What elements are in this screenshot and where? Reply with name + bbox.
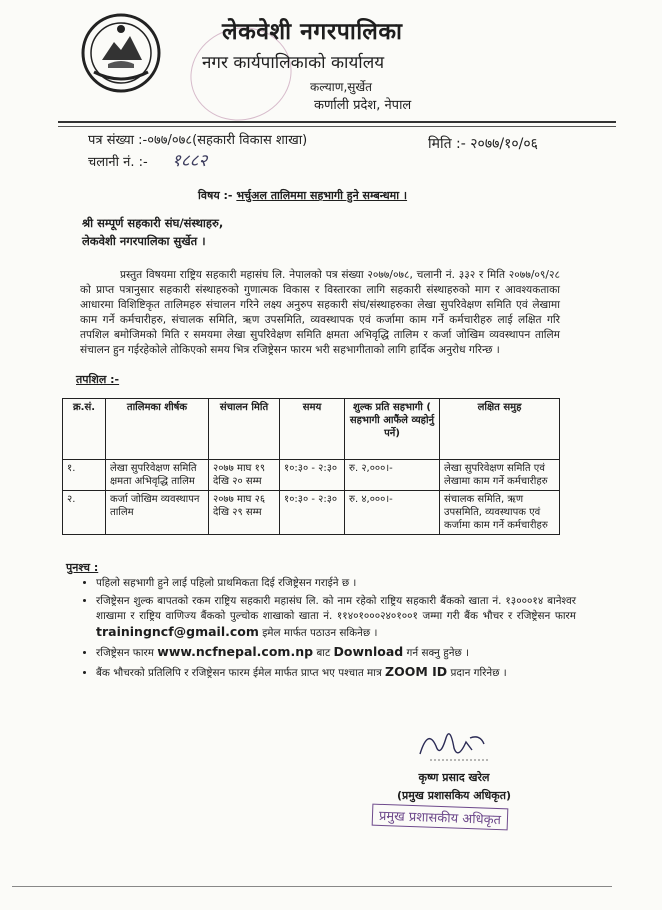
signatory-name: कृष्ण प्रसाद खरेल bbox=[418, 771, 490, 784]
office-name: नगर कार्यपालिकाको कार्यालय bbox=[202, 53, 385, 73]
municipality-title: लेकवेशी नगरपालिका bbox=[222, 19, 403, 45]
note-1-text: पहिलो सहभागी हुने लाई पहिलो प्राथमिकता दिई रजिष्ट्रेसन गराईने छ । bbox=[96, 577, 357, 589]
postscript-list bbox=[82, 576, 576, 684]
table-row bbox=[63, 460, 560, 491]
column-header: लक्षित समुह bbox=[440, 399, 560, 460]
table-header-row bbox=[63, 399, 560, 460]
designation-stamp: प्रमुख प्रशासकीय अधिकृत bbox=[372, 804, 509, 831]
page-bottom-line bbox=[12, 886, 612, 887]
website-url: www.ncfnepal.com.np bbox=[157, 644, 314, 659]
header-divider bbox=[58, 121, 616, 123]
table-cell: २०७७ माघ २६ देखि २९ सम्म bbox=[209, 491, 280, 535]
training-schedule-table bbox=[62, 398, 560, 535]
reference-number: पत्र संख्या :-०७७/०७८(सहकारी विकास शाखा) bbox=[88, 133, 308, 148]
table-cell: २. bbox=[63, 491, 106, 535]
table-cell: लेखा सुपरिवेक्षण समिति क्षमता अभिवृद्धि तालिम bbox=[106, 460, 209, 491]
subject-label: विषय :- bbox=[198, 189, 233, 202]
handwritten-signature-icon bbox=[410, 724, 500, 764]
nepal-emblem-icon bbox=[80, 12, 162, 94]
header-divider-thin bbox=[58, 126, 616, 127]
addressee-line-2: लेकवेशी नगरपालिका सुर्खेत । bbox=[82, 234, 206, 248]
list-item bbox=[96, 664, 576, 681]
note-3-pre: रजिष्ट्रेसन फारम bbox=[96, 647, 154, 659]
postscript-label: पुनश्च : bbox=[66, 561, 99, 574]
table-cell: रु. २,०००।- bbox=[345, 460, 440, 491]
note-4-tail: प्रदान गरिनेछ । bbox=[450, 667, 507, 679]
email-address: trainingncf@gmail.com bbox=[96, 624, 259, 639]
addressee-line-1: श्री सम्पूर्ण सहकारी संघ/संस्थाहरु, bbox=[82, 216, 224, 230]
body-paragraph: प्रस्तुत विषयमा राष्ट्रिय सहकारी महासंघ लि. नेपालको पत्र संख्या २०७७/०७८, चलानी नं. ३३२ र मिति २०७७/०९/२८ को प्राप्त पत्रानुसार सहकारी संस्थाहरुको गुणात्मक विकास र विस्तारका लागि सहकारी संस्थाहरुको माग र आवश्यकताका आधारमा विशिष्टिकृत तालिमहरु संचालन गरिने लक्ष्य अनुरुप सहकारी संघ/संस्थाहरुका लेखा सुपरिवेक्षण समिति एवं लेखामा काम गर्ने कर्मचारीहरु, संचालक समिति, ऋण उपसमिति, व्यवस्थापक एवं कर्जामा काम गर्ने कर्मचारीहरु लाई लक्षित गरि तपशिल बमोजिमको मिति र समयमा लेखा सुपरिवेक्षण समिति क्षमता अभिवृद्धि तालिम र कर्जा जोखिम व्यवस्थापन तालिम संचालन हुन गईरहेकोले तोकिएको समय भित्र रजिष्ट्रेसन फारम भरी सहभागीताको लागि हार्दिक अनुरोध गरिन्छ । bbox=[80, 269, 560, 356]
table-cell: कर्जा जोखिम व्यवस्थापन तालिम bbox=[106, 491, 209, 535]
download-word: Download bbox=[333, 644, 404, 659]
table-cell: २०७७ माघ १९ देखि २० सम्म bbox=[209, 460, 280, 491]
table-cell: रु. ४,०००।- bbox=[345, 491, 440, 535]
address-line-1: कल्याण,सुर्खेत bbox=[310, 80, 373, 94]
dispatch-label: चलानी नं. :- bbox=[88, 155, 148, 170]
subject-text: भर्चुअल तालिममा सहभागी हुने सम्बन्धमा । bbox=[236, 189, 408, 202]
note-2-tail: इमेल मार्फत पठाउन सकिनेछ । bbox=[262, 627, 378, 639]
dispatch-number-handwritten: १८८२ bbox=[172, 151, 208, 171]
column-header: तालिमका शीर्षक bbox=[106, 399, 209, 460]
table-cell: १. bbox=[63, 460, 106, 491]
table-cell: १०:३० - २:३० bbox=[280, 491, 345, 535]
table-row bbox=[63, 491, 560, 535]
note-2-text: रजिष्ट्रेसन शुल्क बापतको रकम राष्ट्रिय सहकारी महासंघ लि. को नाम रहेको राष्ट्रिय सहकारी बैंकको खाता नं. १३०००१४ बानेश्वर शाखामा र राष्ट्रिय वाणिज्य बैंकको पुल्चोक शाखाको खाता नं. ११४०१०००२४०१००१ जम्मा गरी बैंक भौचर र रजिष्ट्रेसन फारम bbox=[96, 595, 576, 622]
letter-date: मिति :- २०७७/१०/०६ bbox=[428, 136, 538, 152]
addressee bbox=[82, 214, 223, 250]
list-item bbox=[96, 644, 576, 661]
subject-line bbox=[198, 188, 407, 203]
table-cell: लेखा सुपरिवेक्षण समिति एवं लेखामा काम गर्ने कर्मचारीहरु bbox=[440, 460, 560, 491]
note-3-mid: बाट bbox=[316, 647, 331, 659]
note-4-pre: बैंक भौचरको प्रतिलिपि र रजिष्ट्रेसन फारम ईमेल मार्फत प्राप्त भए पश्चात मात्र bbox=[96, 667, 382, 679]
address-line-2: कर्णाली प्रदेश, नेपाल bbox=[314, 98, 412, 113]
list-item bbox=[96, 594, 576, 641]
column-header: क्र.सं. bbox=[63, 399, 106, 460]
column-header: समय bbox=[280, 399, 345, 460]
column-header: संचालन मिति bbox=[209, 399, 280, 460]
signatory-title: (प्रमुख प्रशासकिय अधिकृत) bbox=[397, 789, 511, 802]
table-cell: १०:३० - २:३० bbox=[280, 460, 345, 491]
list-item bbox=[96, 576, 576, 591]
column-header: शुल्क प्रति सहभागी ( सहभागी आफैंले व्यहोर्नु पर्ने) bbox=[345, 399, 440, 460]
note-3-tail: गर्न सक्नु हुनेछ । bbox=[406, 647, 470, 659]
zoom-id-text: ZOOM ID bbox=[385, 664, 448, 679]
details-label: तपशिल :- bbox=[76, 373, 120, 386]
table-cell: संचालक समिति, ऋण उपसमिति, व्यवस्थापक एवं कर्जामा काम गर्ने कर्मचारीहरु bbox=[440, 491, 560, 535]
